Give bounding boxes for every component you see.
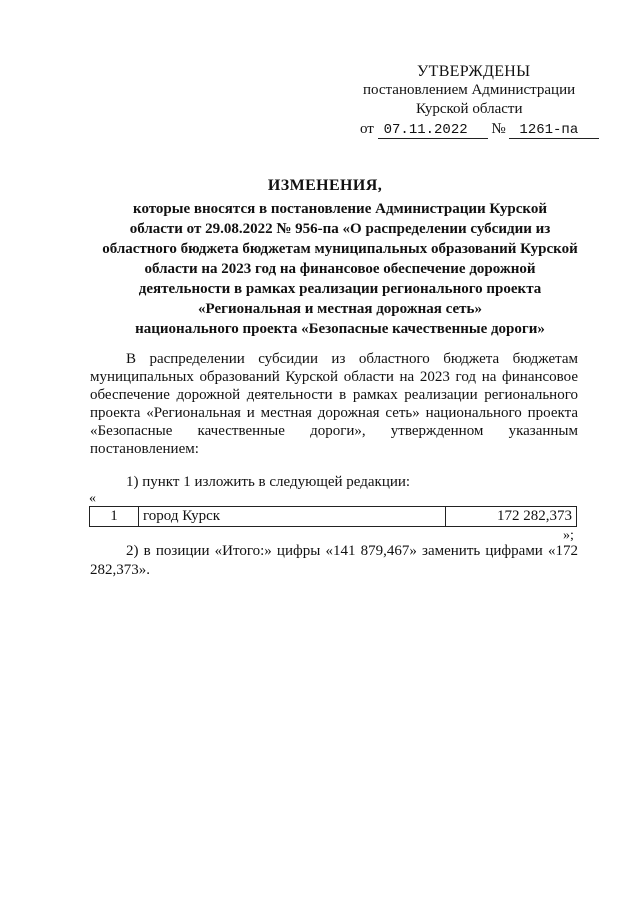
document-heading xyxy=(60,176,620,339)
date-prefix: от xyxy=(360,121,374,137)
close-quote: »; xyxy=(563,528,574,543)
approval-date: 07.11.2022 xyxy=(378,122,488,139)
heading-title: ИЗМЕНЕНИЯ, xyxy=(267,177,383,194)
heading-line: «Региональная и местная дорожная сеть» xyxy=(198,301,482,317)
heading-line: деятельности в рамках реализации регионального проекта xyxy=(138,281,542,297)
approval-issuer: постановлением Администрации xyxy=(363,82,576,98)
item-1-text: 1) пункт 1 изложить в следующей редакции: xyxy=(126,474,411,490)
item-2-text: 2) в позиции «Итого:» цифры «141 879,467» заменить цифрами «172 282,373». xyxy=(90,543,578,578)
table-row xyxy=(90,507,577,527)
row-name-cell: город Курск xyxy=(139,507,446,527)
approval-region: Курской области xyxy=(416,101,523,117)
approval-stamp xyxy=(360,62,600,139)
approval-number: 1261-па xyxy=(509,122,599,139)
number-prefix: № xyxy=(491,121,506,137)
heading-line: национального проекта «Безопасные качественные дороги» xyxy=(135,321,545,337)
heading-line: области на 2023 год на финансовое обеспечение дорожной xyxy=(144,261,536,277)
approval-title: УТВЕРЖДЕНЫ xyxy=(417,63,531,80)
open-quote: « xyxy=(89,491,96,506)
replacement-table xyxy=(89,506,577,527)
heading-line: которые вносятся в постановление Администрации Курской xyxy=(133,201,547,217)
item-2-block xyxy=(90,542,578,580)
heading-line: областного бюджета бюджетам муниципальных образований Курской xyxy=(102,241,578,257)
heading-line: области от 29.08.2022 № 956-па «О распределении субсидии из xyxy=(129,221,551,237)
row-number-cell: 1 xyxy=(90,507,139,527)
intro-paragraph-block xyxy=(90,350,578,458)
approval-doc-reference xyxy=(360,120,600,139)
row-value-cell: 172 282,373 xyxy=(446,507,577,527)
intro-paragraph: В распределении субсидии из областного бюджета бюджетам муниципальных образований Курской области на 2023 год на финансовое обеспечение дорожной деятельности в рамках реализации регионального проекта «Региональная и местная дорожная сеть» национального проекта «Безопасные качественные дороги», утвержденном указанным постановлением: xyxy=(90,351,578,457)
